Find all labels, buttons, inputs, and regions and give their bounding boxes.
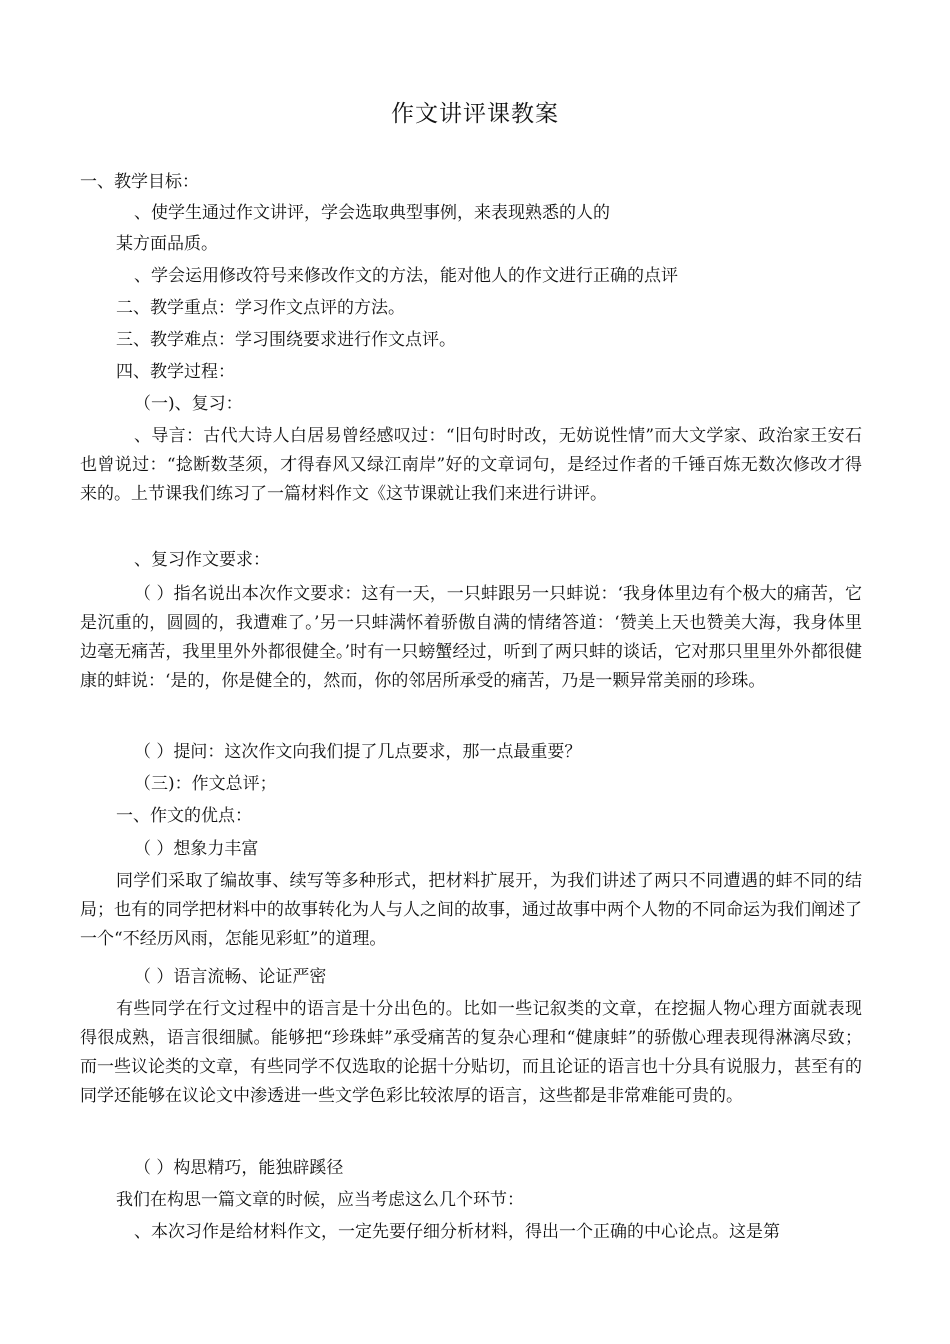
paragraph-structure-step-1: 、本次习作是给材料作文，一定先要仔细分析材料，得出一个正确的中心论点。这是第 xyxy=(134,1222,780,1242)
paragraph-review-requirements: 、复习作文要求： xyxy=(134,550,270,570)
paragraph-language: 有些同学在行文过程中的语言是十分出色的。比如一些记叙类的文章，在挖掘人物心理方面就表现得很成熟，语言很细腻。能够把“珍珠蚌”承受痛苦的复杂心理和“健康蚌”的骄傲心理表现得淋漓尽致；而一些议论类的文章，有些同学不仅选取的论据十分贴切，而且论证的语言也十分具有说服力，甚至有的同学还能够在议论文中渗透进一些文学色彩比较浓厚的语言，这些都是非常难能可贵的。 xyxy=(80,999,862,1106)
paragraph-imagination: 同学们采取了编故事、续写等多种形式，把材料扩展开，为我们讲述了两只不同遭遇的蚌不同的结局；也有的同学把材料中的故事转化为人与人之间的故事，通过故事中两个人物的不同命运为我们阐述了一个“不经历风雨，怎能见彩虹”的道理。 xyxy=(80,871,862,949)
section-review: （一)、复习： xyxy=(134,394,243,414)
heading-teaching-difficulty: 三、教学难点：学习围绕要求进行作文点评。 xyxy=(116,330,456,350)
paragraph-essay-prompt: （ ）指名说出本次作文要求：这有一天，一只蚌跟另一只蚌说：‘我身体里边有个极大的痛苦，它是沉重的，圆圆的，我遭难了。’另一只蚌满怀着骄傲自满的情绪答道：‘赞美上天也赞美大海，我身体里边毫无痛苦，我里里外外都很健全。’时有一只螃蟹经过，听到了两只蚌的谈话，它对那只里里外外都很健康的蚌说：‘是的，你是健全的，然而，你的邻居所承受的痛苦，乃是一颗异常美丽的珍珠。 xyxy=(80,584,862,691)
goal-item-2: 、学会运用修改符号来修改作文的方法，能对他人的作文进行正确的点评 xyxy=(134,266,678,286)
heading-essay-strengths: 一、作文的优点： xyxy=(116,806,252,826)
heading-teaching-process: 四、教学过程： xyxy=(116,362,235,382)
paragraph-question: （ ）提问：这次作文向我们提了几点要求，那一点最重要？ xyxy=(134,742,582,762)
document-title: 作文讲评课教案 xyxy=(391,101,559,127)
heading-teaching-goals: 一、教学目标： xyxy=(80,172,199,192)
goal-item-1-continued: 某方面品质。 xyxy=(116,234,218,254)
subheading-imagination: （ ）想象力丰富 xyxy=(134,839,259,859)
section-essay-summary: （三)：作文总评； xyxy=(134,774,277,794)
paragraph-introduction: 、导言：古代大诗人白居易曾经感叹过：“旧句时时改，无妨说性情”而大文学家、政治家王安石也曾说过：“捻断数茎须，才得春风又绿江南岸”好的文章词句，是经过作者的千锤百炼无数次修改才得来的。上节课我们练习了一篇材料作文《这节课就让我们来进行讲评。 xyxy=(80,426,862,504)
heading-teaching-focus: 二、教学重点：学习作文点评的方法。 xyxy=(116,298,405,318)
subheading-structure: （ ）构思精巧，能独辟蹊径 xyxy=(134,1158,344,1178)
goal-item-1: 、使学生通过作文讲评，学会选取典型事例，来表现熟悉的人的 xyxy=(134,203,610,223)
subheading-language: （ ）语言流畅、论证严密 xyxy=(134,967,327,987)
paragraph-structure-intro: 我们在构思一篇文章的时候，应当考虑这么几个环节： xyxy=(116,1190,524,1210)
